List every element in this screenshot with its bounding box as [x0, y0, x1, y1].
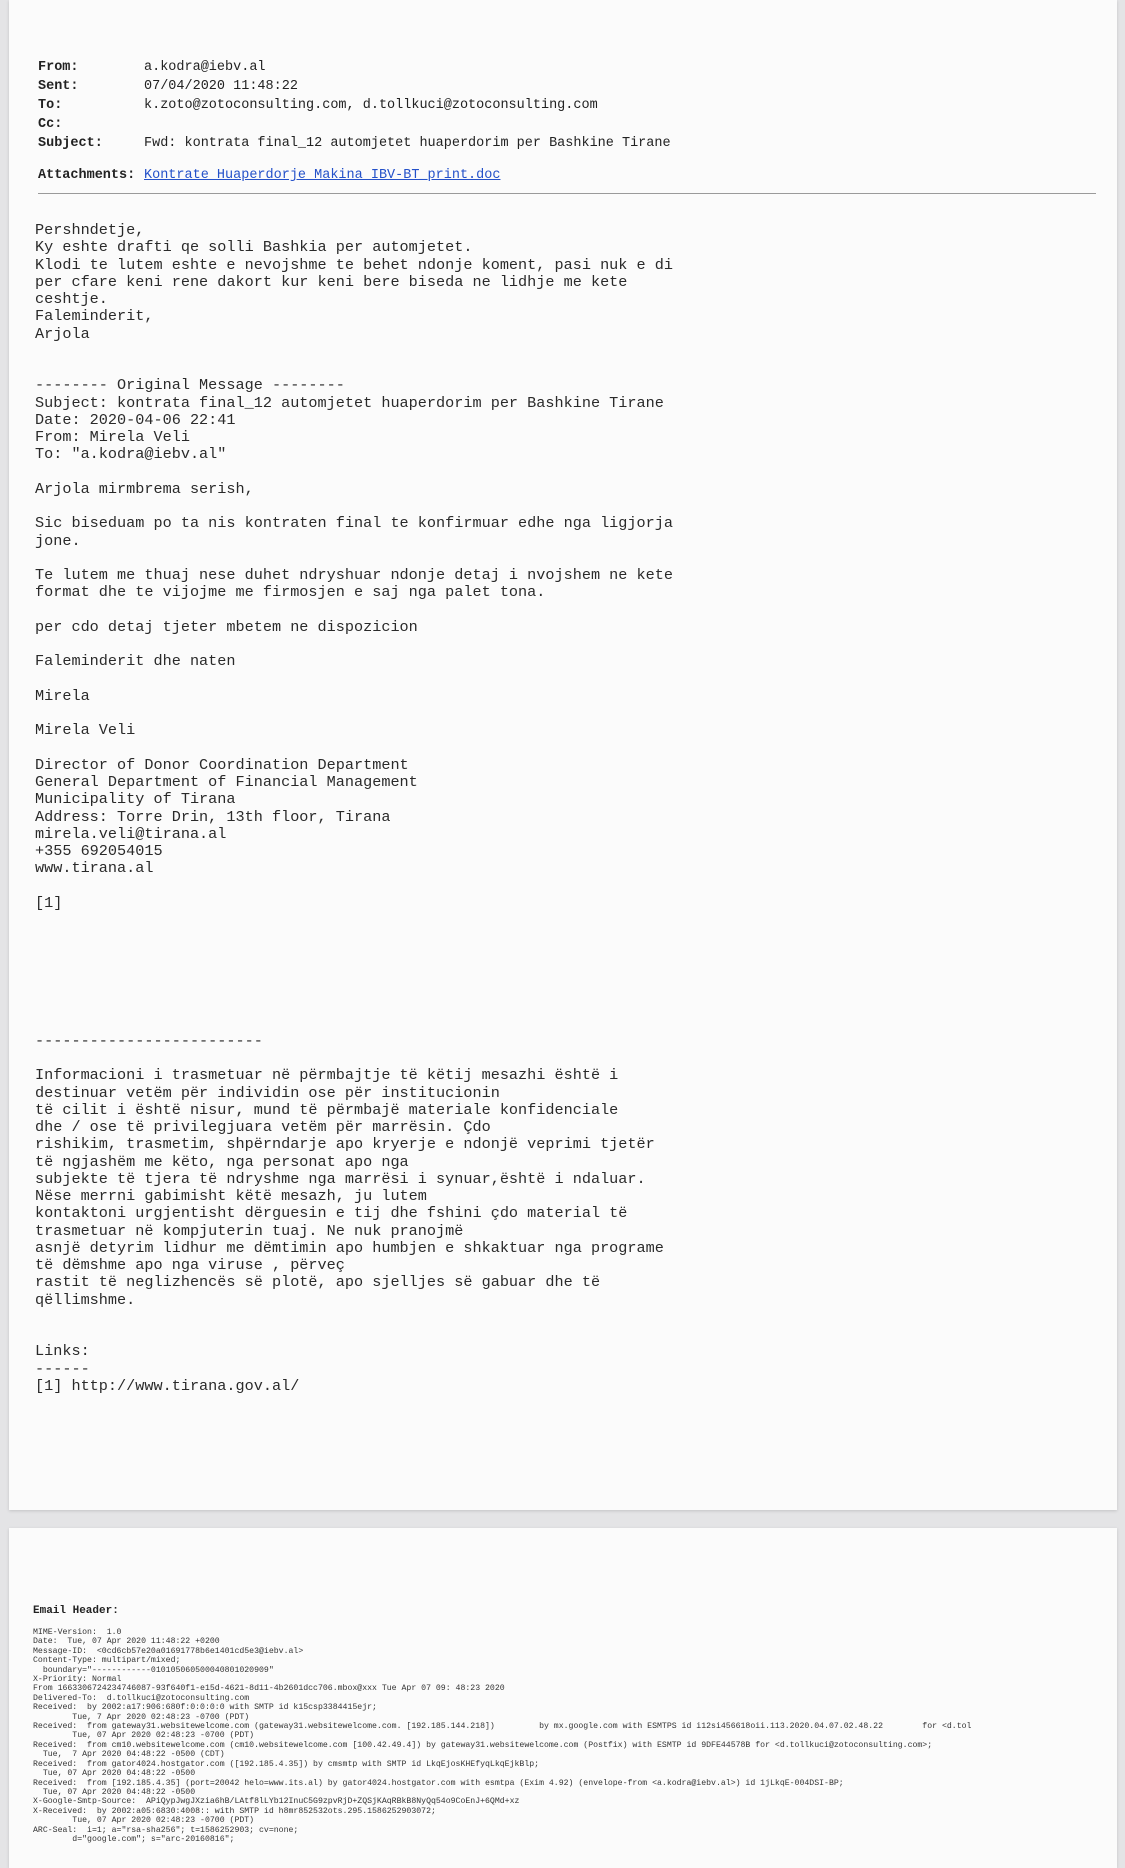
header-divider	[38, 193, 1096, 194]
to-label: To:	[38, 98, 63, 113]
message-body: Pershndetje, Ky eshte drafti qe solli Bashkia per automjetet. Klodi te lutem eshte e nevojshme te behet ndonje koment, pasi nuk e di per cfare keni rene dakort kur keni bere biseda ne lidhje me kete ceshtje. Faleminderit, Arjola -------- Original Message -------- Subject: kontrata final_12 automjetet huaperdorim per Bashkine Tirane Date: 2020-04-06 22:41 From: Mirela Veli To: "a.kodra@iebv.al" Arjola mirmbrema serish, Sic biseduam po ta nis kontraten final te konfirmuar edhe nga ligjorja jone. Te lutem me thuaj nese duhet ndryshuar ndonje detaj i nvojshem ne kete format dhe te vijojme me firmosjen e saj nga palet tona. per cdo detaj tjeter mbetem ne dispozicion Faleminderit dhe naten Mirela Mirela Veli Director of Donor Coordination Department General Department of Financial Management Municipality of Tirana Address: Torre Drin, 13th floor, Tirana mirela.veli@tirana.al +355 692054015 www.tirana.al [1] ------------------------- Informacioni i trasmetuar në përmbajtje të këtij mesazhi është i destinuar vetëm për individin ose për institucionin të cilit i është nisur, mund të përmbajë materiale konfidenciale dhe / ose të privilegjuara vetëm për marrësin. Çdo rishikim, trasmetim, shpërndarje apo kryerje e ndonjë veprimi tjetër të ngjashëm me këto, nga personat apo nga subjekte të tjera të ndryshme nga marrësi i synuar,është i ndaluar. Nëse merrni gabimisht këtë mesazh, ju lutem kontaktoni urgjentisht dërguesin e tij dhe fshini çdo material të trasmetuar në kompjuterin tuaj. Ne nuk pranojmë asnjë detyrim lidhur me dëmtimin apo humbjen e shkaktuar nga programe të dëmshme apo nga viruse , përveç rastit të neglizhencës së plotë, apo sjelljes së gabuar dhe të qëllimshme. Links: ------ [1] http://www.tirana.gov.al/	[35, 221, 673, 1395]
sent-row	[38, 77, 671, 96]
sent-value: 07/04/2020 11:48:22	[144, 79, 298, 94]
from-label: From:	[38, 60, 79, 75]
attachments-row	[38, 168, 500, 183]
attachment-link[interactable]: Kontrate Huaperdorje Makina IBV-BT_print.doc	[144, 168, 501, 183]
subject-value: Fwd: kontrata final_12 automjetet huaperdorim per Bashkine Tirane	[144, 136, 671, 151]
email-header-fields	[38, 58, 671, 153]
attachments-label: Attachments:	[38, 168, 136, 183]
sent-label: Sent:	[38, 79, 79, 94]
from-row	[38, 58, 671, 77]
email-page-1	[9, 0, 1117, 1510]
cc-label: Cc:	[38, 117, 63, 132]
subject-label: Subject:	[38, 136, 103, 151]
from-value: a.kodra@iebv.al	[144, 60, 266, 75]
email-header-title: Email Header:	[33, 1605, 119, 1617]
email-page-2	[9, 1528, 1117, 1868]
subject-row	[38, 134, 671, 153]
cc-row	[38, 115, 671, 134]
to-row	[38, 96, 671, 115]
email-header-lines: MIME-Version: 1.0 Date: Tue, 07 Apr 2020 11:48:22 +0200 Message-ID: <0cd6cb57e20a01691778b6e1401cd5e3@iebv.al> Content-Type: multipart/mixed; boundary="------------010105060500040801020909" X-Priority: Normal From 1663306724234746087-93f640f1-e15d-4621-8d11-4b2601dcc706.mbox@xxx Tue Apr 07 09: 48:23 2020 Delivered-To: d.tollkuci@zotoconsulting.com Received: by 2002:a17:906:680f:0:0:0:0 with SMTP id k15csp3384415ejr; Tue, 7 Apr 2020 02:48:23 -0700 (PDT) Received: from gateway31.websitewelcome.com (gateway31.websitewelcome.com. [192.185.144.218]) by mx.google.com with ESMTPS id i12si456618oii.113.2020.04.07.02.48.22 for <d.tol Tue, 07 Apr 2020 02:48:23 -0700 (PDT) Received: from cm10.websitewelcome.com (cm10.websitewelcome.com [100.42.49.4]) by gateway31.websitewelcome.com (Postfix) with ESMTP id 9DFE44578B for <d.tollkuci@zotoconsulting.com>; Tue, 7 Apr 2020 04:48:22 -0500 (CDT) Received: from gator4024.hostgator.com ([192.185.4.35]) by cmsmtp with SMTP id LkqEjosKHEfyqLkqEjkBlp; Tue, 07 Apr 2020 04:48:22 -0500 Received: from [192.185.4.35] (port=20042 helo=www.its.al) by gator4024.hostgator.com with esmtpa (Exim 4.92) (envelope-from <a.kodra@iebv.al>) id 1jLkqE-004DSI-BP; Tue, 07 Apr 2020 04:48:22 -0500 X-Google-Smtp-Source: APiQypJwgJXzia6hB/LAtf8lLYb12InuC5G9zpvRjD+ZQSjKAqRBkB8NyQq54o9CoEnJ+6QMd+xz X-Received: by 2002:a05:6830:4008:: with SMTP id h8mr852532ots.295.1586252903072; Tue, 07 Apr 2020 02:48:23 -0700 (PDT) ARC-Seal: i=1; a="rsa-sha256"; t=1586252903; cv=none; d="google.com"; s="arc-20160816";	[33, 1628, 972, 1844]
to-value: k.zoto@zotoconsulting.com, d.tollkuci@zotoconsulting.com	[144, 98, 598, 113]
